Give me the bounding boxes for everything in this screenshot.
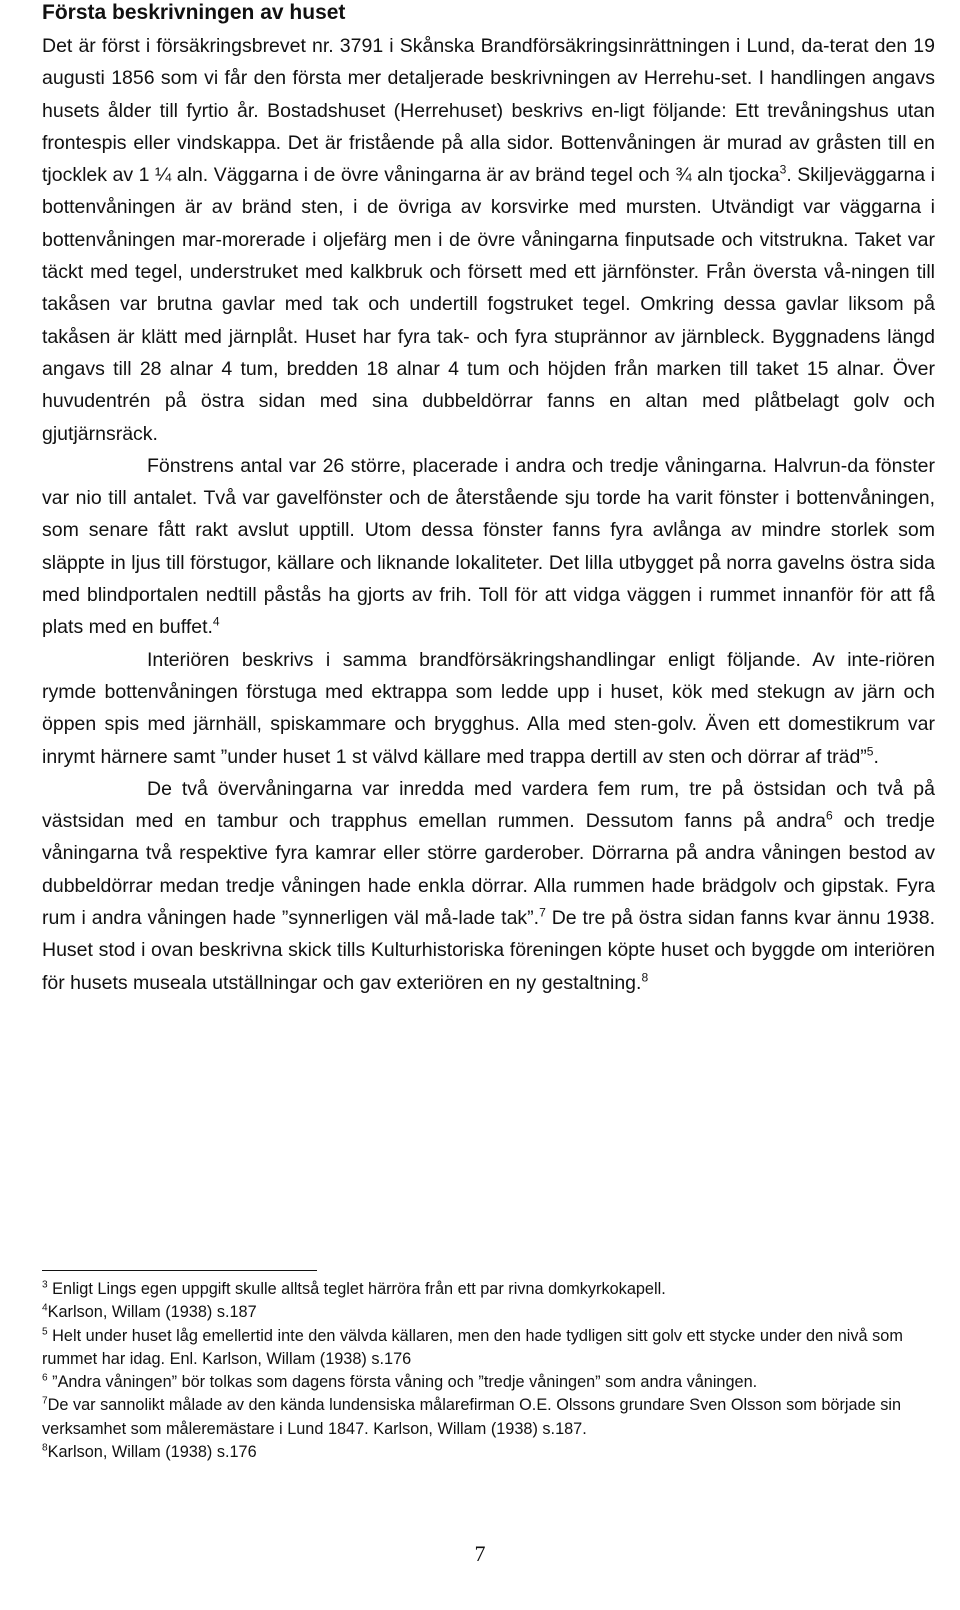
footnote — [42, 1278, 935, 1301]
footnote — [42, 1441, 935, 1464]
footnote-number: 8 — [42, 1442, 48, 1454]
paragraph-text: och tredje våningarna två respektive fyra kamrar eller större garderober. Dörrarna på andra våningen bestod av dubbeldörrar medan tredje våningen hade enkla dörrar. Alla rummen hade brädgolv och gipstak. Fyra rum i andra våningen hade ”synnerligen väl må-lade tak”. — [42, 810, 935, 930]
footnote-number: 5 — [42, 1326, 48, 1338]
paragraph-text: Det är först i försäkringsbrevet nr. 3791 i Skånska Brandförsäkringsinrättningen i Lund, da-terat den 19 augusti 1856 som vi får den första mer detaljerade beskrivningen av Herrehu-set. I handlingen angavs husets ålder till fyrtio år. Bostadshuset (Herrehuset) beskrivs en-ligt följande: Ett trevåningshus utan frontespis eller vindskappa. Det är fristående på alla sidor. Bottenvåningen är murad av gråsten till en tjocklek av 1 ¼ aln. Väggarna i de övre våningarna är av bränd tegel och ¾ aln tjocka — [42, 35, 935, 187]
page-number: 7 — [474, 1541, 486, 1566]
footnote-number: 4 — [42, 1302, 48, 1314]
paragraph — [42, 30, 935, 450]
paragraph-text: Fönstrens antal var 26 större, placerade i andra och tredje våningarna. Halvrun-da fönster var nio till antalet. Två var gavelfönster och de återstående sju torde ha varit fönster i bottenvåningen, som senare fått rakt avslut upptill. Utom dessa fönster fanns fyra avlånga av mindre storlek som släppte in ljus till förstugor, källare och liknande lokaliteter. Det lilla utbygget på norra gavelns östra sida med blindportalen nedtill påstås ha gjorts av frih. Toll för att vidga väggen i rummet innanför för att få plats med en buffet. — [42, 454, 935, 639]
footnote-number: 6 — [42, 1372, 48, 1384]
footnote — [42, 1325, 935, 1372]
footnote-separator — [42, 1270, 317, 1271]
footnote-reference: 4 — [212, 614, 220, 629]
footnote-number: 7 — [42, 1396, 48, 1408]
footnote-reference: 8 — [641, 970, 649, 985]
paragraph — [42, 773, 935, 999]
footnotes — [42, 1278, 935, 1464]
footnote — [42, 1301, 935, 1324]
footnote-text: Enligt Lings egen uppgift skulle alltså teglet härröra från ett par rivna domkyrkokapell. — [47, 1280, 666, 1298]
section-heading: Första beskrivningen av huset — [42, 1, 346, 24]
body-text — [42, 30, 935, 999]
footnote-text: ”Andra våningen” bör tolkas som dagens första våning och ”tredje våningen” som andra våningen. — [47, 1373, 758, 1392]
footnote-text: Helt under huset låg emellertid inte den välvda källaren, men den hade tydligen sitt golv ett stycke under den nivå som rummet har idag. Enl. Karlson, Willam (1938) s.176 — [42, 1326, 903, 1368]
paragraph-text: Interiören beskrivs i samma brandförsäkringshandlingar enligt följande. Av inte-riören rymde bottenvåningen förstuga med ektrappa som ledde upp i huset, kök med stekugn av järn och öppen spis med järnhäll, spiskammare och brygghus. Alla med sten-golv. Även ett domestikrum var inrymt härnere samt ”under huset 1 st välvd källare med trappa dertill av sten och dörrar af träd” — [42, 648, 935, 768]
footnote-number: 3 — [42, 1279, 48, 1291]
paragraph-text: . — [873, 745, 879, 768]
footnote-text: Karlson, Willam (1938) s.176 — [47, 1443, 257, 1462]
footnote-reference: 5 — [866, 744, 874, 759]
paragraph-text: De tre på östra sidan fanns kvar ännu 1938. Huset stod i ovan beskrivna skick tills Kulturhistoriska föreningen köpte huset och byggde om interiören för husets museala utställningar och gav exteriören en ny gestaltning. — [42, 907, 935, 994]
footnote-reference: 3 — [779, 162, 787, 177]
paragraph-text: . Skiljeväggarna i bottenvåningen är av bränd sten, i de övriga av korsvirke med mursten. Utvändigt var väggarna i bottenvåningen mar-morerade i oljefärg men i de övre våningarna finputsade och vitstrukna. Taket var täckt med tegel, understruket med kalkbruk och försett med ett järnfönster. Från översta vå-ningen till takåsen var brutna gavlar med tak och undertill fogstruket tegel. Omkring dessa gavlar liksom på takåsen är klätt med järnplåt. Huset har fyra tak- och fyra stuprännor av järnbleck. Byggnadens längd angavs till 28 alnar 4 tum, bredden 18 alnar 4 tum och höjden från marken till taket 15 alnar. Över huvudentrén på östra sidan med sina dubbeldörrar fanns en altan med plåtbelagt golv och gjutjärnsräck. — [42, 164, 935, 445]
footnote-reference: 7 — [539, 905, 546, 920]
footnote — [42, 1394, 935, 1441]
paragraph-text: De två övervåningarna var inredda med vardera fem rum, tre på östsidan och två på västsidan med en tambur och trapphus emellan rummen. Dessutom fanns på andra — [42, 777, 935, 833]
footnote — [42, 1371, 935, 1394]
footnote-text: Karlson, Willam (1938) s.187 — [47, 1303, 257, 1322]
paragraph — [42, 450, 935, 644]
paragraph — [42, 644, 935, 773]
footnote-text: De var sannolikt målade av den kända lundensiska målarefirman O.E. Olssons grundare Sven Olsson som började sin verksamhet som måleremästare i Lund 1847. Karlson, Willam (1938) s.187. — [42, 1396, 902, 1438]
footnote-reference: 6 — [825, 808, 833, 823]
